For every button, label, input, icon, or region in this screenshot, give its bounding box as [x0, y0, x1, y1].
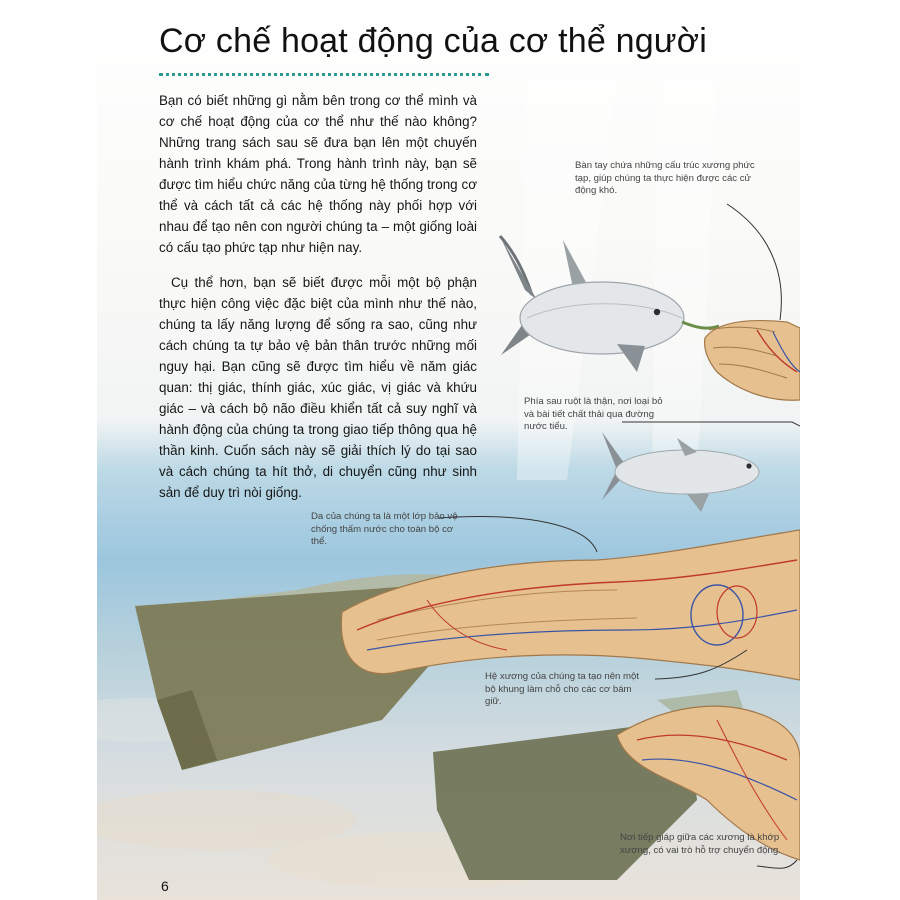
hand [705, 321, 800, 401]
intro-paragraph-1: Bạn có biết những gì nằm bên trong cơ thể mình và cơ chế hoạt động của cơ thể như thế nào không? Những trang sách sau sẽ đưa bạn lên một chuyến hành trình khám phá. Trong hành trình này, bạn sẽ được tìm hiểu chức năng của từng hệ thống trong cơ thể và cách tất cả các hệ thống này phối hợp với nhau để tạo nên con người chúng ta – một giống loài có cấu tạo phức tạp như hiện nay. [159, 93, 477, 255]
fish-small [602, 432, 759, 512]
caption-hand: Bàn tay chứa những cấu trúc xương phức tạp, giúp chúng ta thực hiện được các cử động khó. [575, 160, 755, 196]
caption-joint: Nơi tiếp giáp giữa các xương là khớp xương, có vai trò hỗ trợ chuyển động. [620, 832, 781, 856]
title-dotted-divider [159, 73, 489, 76]
caption-kidney: Phía sau ruột là thận, nơi loại bỏ và bài tiết chất thải qua đường nước tiểu. [524, 396, 663, 432]
page-number: 6 [161, 878, 169, 894]
caption-skin: Da của chúng ta là một lớp bảo vệ chống thấm nước cho toàn bộ cơ thể. [311, 511, 458, 547]
intro-paragraph-2: Cụ thể hơn, bạn sẽ biết được mỗi một bộ phận thực hiện công việc đặc biệt của mình như thế nào, chúng ta lấy năng lượng để sống ra sao, cũng như cách chúng ta tự bảo vệ bản thân trước những mối nguy hại. Bạn cũng sẽ được tìm hiểu về năm giác quan: thị giác, thính giác, xúc giác, vị giác và khứu giác – và cách bộ não điều khiển tất cả suy nghĩ và hành động của chúng ta trong giao tiếp thông qua hệ thần kinh. Cuốn sách này sẽ giải thích lý do tại sao và cách chúng ta hít thở, di chuyển cũng như sinh sản để duy trì nòi giống. [159, 275, 477, 500]
leg-upper [341, 530, 800, 680]
book-page [97, 0, 800, 900]
caption-skeleton: Hệ xương của chúng ta tạo nên một bộ khung làm chỗ cho các cơ bám giữ. [485, 671, 640, 707]
page-title: Cơ chế hoạt động của cơ thể người [159, 22, 708, 60]
